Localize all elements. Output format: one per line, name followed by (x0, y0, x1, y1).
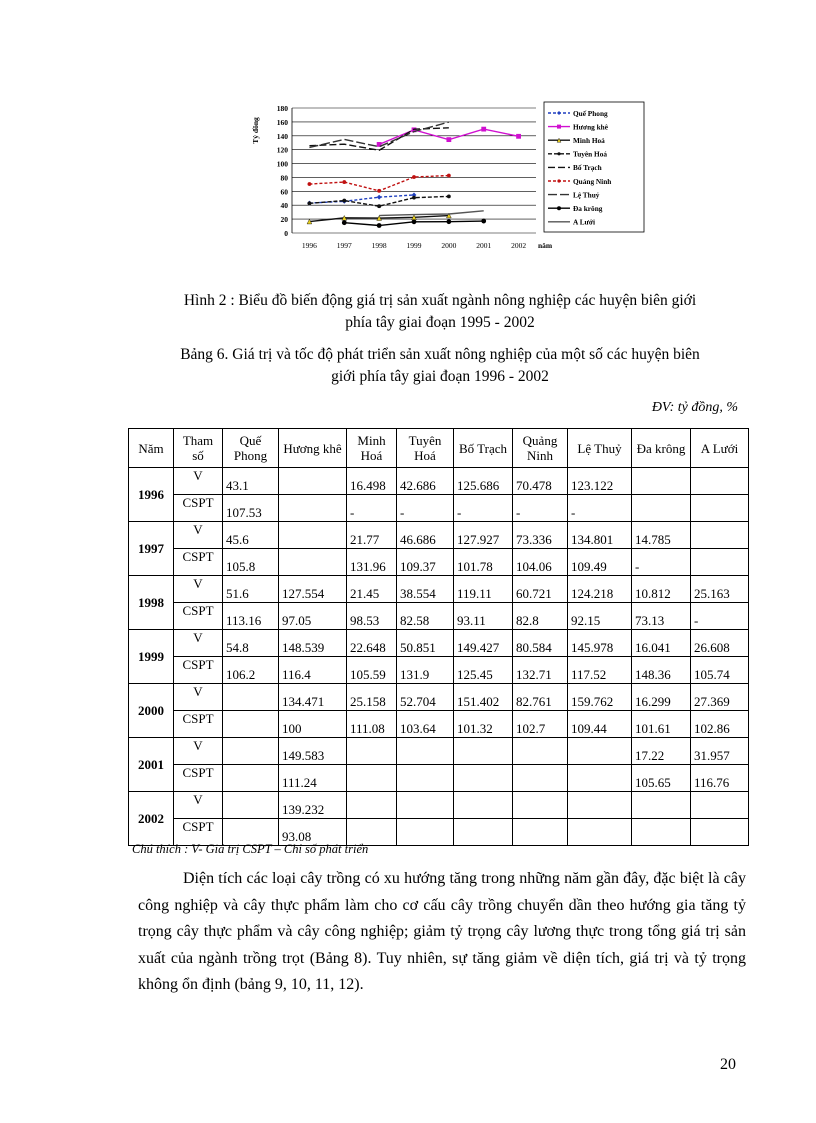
value-cell: 21.77 (347, 522, 397, 549)
table-row (129, 711, 749, 738)
y-tick-label: 140 (276, 131, 288, 141)
body-paragraph: Diện tích các loại cây trồng có xu hướng tăng trong những năm gần đây, đặc biệt là cây công nghiệp và cây thực phẩm làm cho cơ cấu cây trồng chuyển dần theo hướng gia tăng tỷ trọng cây thực phẩm và cây công nghiệp; giảm tỷ trọng cây lương thực trong tổng giá trị sản xuất của ngành trồng trọt (Bảng 8). Tuy nhiên, sự tăng giảm về diện tích, giá trị và tỷ trọng không ổn định (bảng 9, 10, 11, 12). (138, 870, 746, 993)
index-cell: 102.7 (513, 711, 568, 738)
index-cell (279, 495, 347, 522)
column-header: Quảng Ninh (513, 429, 568, 468)
index-cell: - (568, 495, 632, 522)
y-tick-label: 100 (276, 159, 288, 169)
param-cell: V (174, 468, 223, 495)
y-tick-label: 160 (276, 117, 288, 127)
column-header: Đa krông (632, 429, 691, 468)
index-cell (223, 711, 279, 738)
value-cell: 80.584 (513, 630, 568, 657)
series-line (309, 176, 448, 191)
table-row (129, 576, 749, 603)
value-cell: 45.6 (223, 522, 279, 549)
index-cell (513, 765, 568, 792)
value-cell (454, 792, 513, 819)
value-cell: 46.686 (397, 522, 454, 549)
x-tick-label: 1996 (301, 241, 317, 250)
table-caption-line1: Bảng 6. Giá trị và tốc độ phát triển sản xuất nông nghiệp của một số các huyện biên (180, 346, 700, 363)
param-cell: CSPT (174, 549, 223, 576)
param-cell: CSPT (174, 711, 223, 738)
value-cell: 10.812 (632, 576, 691, 603)
value-cell: 125.686 (454, 468, 513, 495)
index-cell: 101.61 (632, 711, 691, 738)
table-row (129, 738, 749, 765)
value-cell: 145.978 (568, 630, 632, 657)
index-cell: 109.37 (397, 549, 454, 576)
data-point (481, 127, 486, 132)
data-point (446, 219, 451, 224)
figure-caption (130, 290, 750, 334)
value-cell: 25.163 (691, 576, 749, 603)
y-axis-label: Tỷ đồng (251, 117, 260, 144)
param-cell: V (174, 630, 223, 657)
index-cell: 82.58 (397, 603, 454, 630)
index-cell: 92.15 (568, 603, 632, 630)
value-cell: 149.583 (279, 738, 347, 765)
legend-label: Hương khê (573, 122, 608, 132)
index-cell: - (454, 495, 513, 522)
y-tick-label: 180 (276, 104, 288, 113)
value-cell: 16.299 (632, 684, 691, 711)
value-cell (397, 738, 454, 765)
data-point (481, 219, 486, 224)
legend-label: Quảng Ninh (573, 176, 612, 186)
index-cell: 100 (279, 711, 347, 738)
param-cell: V (174, 738, 223, 765)
legend-label: A Lưới (573, 217, 596, 227)
value-cell: 38.554 (397, 576, 454, 603)
column-header: Bố Trạch (454, 429, 513, 468)
param-cell: CSPT (174, 657, 223, 684)
data-point (342, 220, 347, 225)
value-cell: 134.801 (568, 522, 632, 549)
index-cell: - (691, 603, 749, 630)
value-cell (632, 468, 691, 495)
column-header: A Lưới (691, 429, 749, 468)
value-cell: 25.158 (347, 684, 397, 711)
value-cell (568, 792, 632, 819)
value-cell: 54.8 (223, 630, 279, 657)
index-cell (691, 819, 749, 846)
data-point (377, 223, 382, 228)
data-point (516, 134, 521, 139)
value-cell (347, 792, 397, 819)
value-cell: 127.927 (454, 522, 513, 549)
year-cell: 1997 (129, 522, 174, 576)
index-cell (632, 495, 691, 522)
value-cell: 50.851 (397, 630, 454, 657)
column-header: Lệ Thuỷ (568, 429, 632, 468)
value-cell (279, 468, 347, 495)
value-cell (279, 522, 347, 549)
data-point (446, 137, 451, 142)
y-tick-label: 40 (280, 201, 288, 211)
value-cell: 70.478 (513, 468, 568, 495)
index-cell (454, 819, 513, 846)
index-cell: 116.76 (691, 765, 749, 792)
value-cell (691, 468, 749, 495)
value-cell (691, 522, 749, 549)
index-cell: 101.32 (454, 711, 513, 738)
data-point (447, 194, 451, 198)
param-cell: CSPT (174, 495, 223, 522)
column-header: Năm (129, 429, 174, 468)
x-tick-label: 2000 (441, 241, 457, 250)
table-row (129, 765, 749, 792)
series-line (379, 129, 518, 144)
param-cell: CSPT (174, 819, 223, 846)
index-cell (454, 765, 513, 792)
value-cell: 127.554 (279, 576, 347, 603)
data-point (557, 152, 560, 155)
index-cell: 97.05 (279, 603, 347, 630)
value-cell: 17.22 (632, 738, 691, 765)
table-row (129, 630, 749, 657)
index-cell: 103.64 (397, 711, 454, 738)
x-tick-label: 1998 (371, 241, 387, 250)
value-cell (397, 792, 454, 819)
data-point (308, 182, 312, 186)
data-point (377, 195, 382, 200)
index-cell: 109.44 (568, 711, 632, 738)
index-cell (223, 765, 279, 792)
value-cell: 42.686 (397, 468, 454, 495)
data-point (557, 125, 561, 129)
index-cell: 131.96 (347, 549, 397, 576)
data-point (377, 204, 381, 208)
value-cell: 31.957 (691, 738, 749, 765)
table-row (129, 684, 749, 711)
legend-label: Tuyên Hoá (573, 149, 607, 159)
value-cell: 26.608 (691, 630, 749, 657)
column-header: Tuyên Hoá (397, 429, 454, 468)
legend-label: Quế Phong (573, 108, 608, 118)
value-cell (223, 738, 279, 765)
x-tick-label: 2002 (511, 241, 527, 250)
table-row (129, 495, 749, 522)
index-cell: 101.78 (454, 549, 513, 576)
column-header: Tham số (174, 429, 223, 468)
legend-label: Minh Hoá (573, 136, 605, 145)
index-cell: 148.36 (632, 657, 691, 684)
series-line (379, 211, 484, 216)
year-cell: 2001 (129, 738, 174, 792)
param-cell: V (174, 684, 223, 711)
index-cell: - (513, 495, 568, 522)
table-caption-line2: giới phía tây giai đoạn 1996 - 2002 (331, 368, 549, 385)
value-cell: 119.11 (454, 576, 513, 603)
year-cell: 1999 (129, 630, 174, 684)
value-cell: 52.704 (397, 684, 454, 711)
index-cell: 105.65 (632, 765, 691, 792)
series-line (309, 128, 448, 150)
index-cell: 106.2 (223, 657, 279, 684)
value-cell: 151.402 (454, 684, 513, 711)
table-row (129, 792, 749, 819)
value-cell (513, 792, 568, 819)
data-point (412, 196, 416, 200)
value-cell: 16.041 (632, 630, 691, 657)
index-cell: 109.49 (568, 549, 632, 576)
table-note: Chú thích : V- Giá trị CSPT – Chỉ số phát triển (132, 842, 369, 856)
index-cell: 105.74 (691, 657, 749, 684)
x-tick-label: 1997 (336, 241, 352, 250)
param-cell: V (174, 576, 223, 603)
value-cell: 124.218 (568, 576, 632, 603)
index-cell: 111.24 (279, 765, 347, 792)
y-tick-label: 80 (280, 173, 288, 183)
data-point (377, 189, 381, 193)
index-cell (347, 765, 397, 792)
index-cell: 116.4 (279, 657, 347, 684)
table-row (129, 522, 749, 549)
index-cell: 93.08 (279, 819, 347, 846)
value-cell: 16.498 (347, 468, 397, 495)
value-cell: 60.721 (513, 576, 568, 603)
column-header: Quế Phong (223, 429, 279, 468)
index-cell: 125.45 (454, 657, 513, 684)
index-cell: 131.9 (397, 657, 454, 684)
value-cell: 51.6 (223, 576, 279, 603)
index-cell: - (397, 495, 454, 522)
figure-caption-line1: Hình 2 : Biểu đồ biến động giá trị sản xuất ngành nông nghiệp các huyện biên giới (183, 292, 697, 309)
year-cell: 1996 (129, 468, 174, 522)
value-cell: 82.761 (513, 684, 568, 711)
year-cell: 2002 (129, 792, 174, 846)
index-cell (279, 549, 347, 576)
value-cell: 123.122 (568, 468, 632, 495)
table-header-row (129, 429, 749, 468)
index-cell: 111.08 (347, 711, 397, 738)
y-tick-label: 20 (280, 215, 288, 225)
legend-label: Đa krông (573, 204, 603, 213)
data-point (342, 180, 346, 184)
value-cell: 27.369 (691, 684, 749, 711)
column-header: Minh Hoá (347, 429, 397, 468)
param-cell: CSPT (174, 765, 223, 792)
x-tick-label: 1999 (406, 241, 422, 250)
x-tick-label: 2001 (476, 241, 492, 250)
index-cell: - (347, 495, 397, 522)
year-cell: 1998 (129, 576, 174, 630)
y-tick-label: 0 (284, 229, 288, 238)
y-tick-label: 60 (280, 187, 288, 197)
value-cell (513, 738, 568, 765)
index-cell: 117.52 (568, 657, 632, 684)
index-cell: 105.59 (347, 657, 397, 684)
value-cell: 134.471 (279, 684, 347, 711)
data-point (447, 174, 451, 178)
value-cell (632, 792, 691, 819)
line-chart (248, 100, 648, 260)
index-cell: 73.13 (632, 603, 691, 630)
table-row (129, 657, 749, 684)
unit-label: ĐV: tỷ đồng, % (651, 400, 738, 415)
value-cell: 159.762 (568, 684, 632, 711)
index-cell (691, 549, 749, 576)
value-cell: 21.45 (347, 576, 397, 603)
value-cell: 14.785 (632, 522, 691, 549)
column-header: Hương khê (279, 429, 347, 468)
value-cell: 149.427 (454, 630, 513, 657)
table-row (129, 468, 749, 495)
index-cell (632, 819, 691, 846)
value-cell: 43.1 (223, 468, 279, 495)
year-cell: 2000 (129, 684, 174, 738)
index-cell: 132.71 (513, 657, 568, 684)
data-point (557, 179, 560, 182)
param-cell: V (174, 792, 223, 819)
legend-label: Bố Trạch (573, 163, 602, 173)
data-point (557, 206, 561, 210)
index-cell: 102.86 (691, 711, 749, 738)
value-cell (691, 792, 749, 819)
index-cell (397, 765, 454, 792)
index-cell: 93.11 (454, 603, 513, 630)
value-cell: 139.232 (279, 792, 347, 819)
value-cell: 148.539 (279, 630, 347, 657)
data-table (128, 428, 749, 846)
index-cell: 107.53 (223, 495, 279, 522)
value-cell (454, 738, 513, 765)
value-cell (223, 684, 279, 711)
page-number: 20 (720, 1056, 736, 1073)
param-cell: CSPT (174, 603, 223, 630)
data-point (412, 175, 416, 179)
data-point (342, 199, 346, 203)
value-cell: 22.648 (347, 630, 397, 657)
value-cell (568, 738, 632, 765)
index-cell (691, 495, 749, 522)
table-row (129, 549, 749, 576)
index-cell: 82.8 (513, 603, 568, 630)
table-caption (130, 344, 750, 388)
index-cell (513, 819, 568, 846)
index-cell (568, 819, 632, 846)
param-cell: V (174, 522, 223, 549)
value-cell (223, 792, 279, 819)
index-cell: 113.16 (223, 603, 279, 630)
value-cell (347, 738, 397, 765)
y-tick-label: 120 (276, 145, 288, 155)
index-cell: 98.53 (347, 603, 397, 630)
index-cell: - (632, 549, 691, 576)
index-cell: 105.8 (223, 549, 279, 576)
index-cell (568, 765, 632, 792)
x-axis-label: năm (538, 241, 553, 250)
table-row (129, 603, 749, 630)
index-cell: 104.06 (513, 549, 568, 576)
data-point (308, 201, 312, 205)
data-point (412, 219, 417, 224)
legend-label: Lệ Thuỷ (573, 190, 600, 200)
value-cell: 73.336 (513, 522, 568, 549)
figure-caption-line2: phía tây giai đoạn 1995 - 2002 (345, 314, 535, 331)
index-cell (397, 819, 454, 846)
